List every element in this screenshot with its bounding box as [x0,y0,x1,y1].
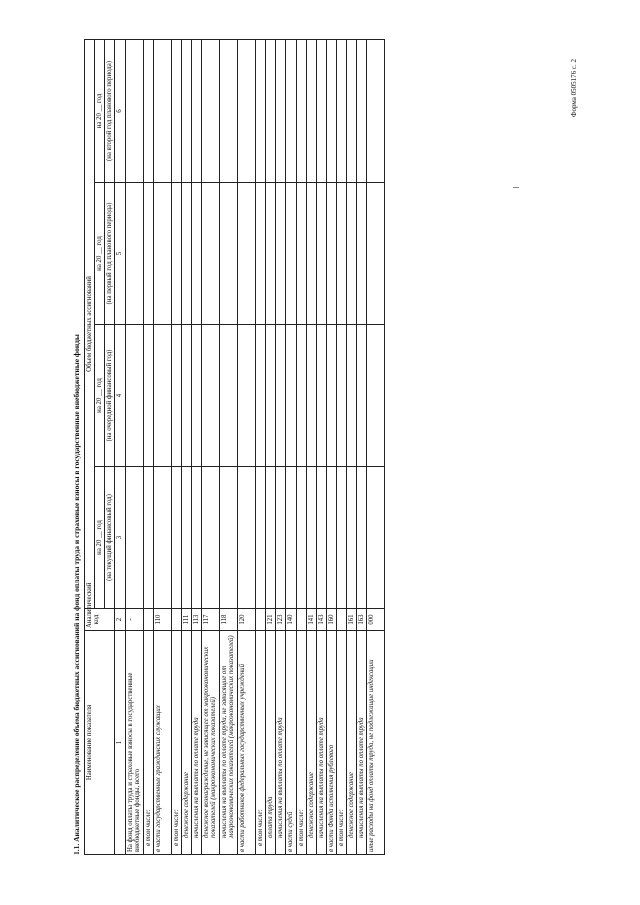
row-code: 117 [202,609,220,631]
header-year-3: на 20 __ год [95,467,105,609]
value-cell [220,183,238,325]
value-cell [306,183,316,325]
value-cell [306,39,316,182]
row-code: 111 [181,609,191,631]
value-cell [266,325,276,467]
header-code: Аналитический код [85,609,115,631]
row-name: в части Фонда исполнения рублевого [326,631,336,855]
value-cell [191,325,201,467]
row-code: 118 [220,609,238,631]
value-cell [266,467,276,609]
row-name: в том числе: [296,631,306,855]
value-cell [357,183,367,325]
table-row [202,39,220,854]
table-row [171,39,181,854]
value-cell [143,467,153,609]
table-row [357,39,367,854]
header-year-5: на 20 __ год [95,183,105,325]
row-name: в том числе: [171,631,181,855]
value-cell [220,325,238,467]
row-code: 113 [191,609,201,631]
value-cell [220,39,238,182]
col-number: 6 [115,39,125,182]
value-cell [191,39,201,182]
row-code [296,609,306,631]
value-cell [238,467,256,609]
table-row [347,39,357,854]
row-name: в том числе: [337,631,347,855]
value-cell [181,39,191,182]
col-number: 3 [115,467,125,609]
value-cell [357,467,367,609]
table-row [337,39,347,854]
row-name: в части работников федеральных государственных учреждений [238,631,256,855]
value-cell [306,467,316,609]
value-cell [276,183,286,325]
value-cell [357,325,367,467]
value-cell [153,183,171,325]
value-cell [143,39,153,182]
row-name: начисления на выплаты по оплате труда [191,631,201,855]
value-cell [337,325,347,467]
row-name: денежное содержание [347,631,357,855]
value-cell [367,467,385,609]
value-cell [337,467,347,609]
row-name: На фонд оплаты труда и страховые взносы в государственные внебюджетные фонды, всего [125,631,143,855]
table-row [238,39,256,854]
value-cell [347,39,357,182]
row-name: начисления на выплаты по оплате труда [276,631,286,855]
value-cell [256,39,266,182]
row-code: 163 [357,609,367,631]
value-cell [347,325,357,467]
col-number: 4 [115,325,125,467]
value-cell [326,467,336,609]
value-cell [202,39,220,182]
table-row [326,39,336,854]
col-number: 5 [115,183,125,325]
header-first-plan-year: (на первый год планового периода) [105,183,115,325]
row-name: в том числе: [143,631,153,855]
row-code: 141 [306,609,316,631]
value-cell [326,39,336,182]
row-code: 110 [153,609,171,631]
row-name: иные расходы на фонд оплаты труда, не подлежащие индексации [367,631,385,855]
value-cell [171,467,181,609]
value-cell [347,183,357,325]
row-code: 121 [266,609,276,631]
value-cell [296,39,306,182]
value-cell [153,467,171,609]
value-cell [286,39,296,182]
value-cell [347,467,357,609]
table-body [125,39,385,854]
value-cell [266,183,276,325]
value-cell [276,325,286,467]
value-cell [256,467,266,609]
header-year-4: на 20 __ год [95,325,105,467]
table-row [286,39,296,854]
value-cell [256,183,266,325]
value-cell [367,183,385,325]
header-volume-group: Объем бюджетных ассигнований [85,39,95,608]
budget-allocation-table [84,39,385,855]
value-cell [316,467,326,609]
form-code: Форма 0505176 с. 2 [570,58,578,118]
value-cell [181,325,191,467]
table-row [306,39,316,854]
row-code: 160 [326,609,336,631]
row-code [143,609,153,631]
value-cell [296,325,306,467]
value-cell [357,39,367,182]
value-cell [306,325,316,467]
value-cell [153,325,171,467]
value-cell [238,183,256,325]
row-name: денежное содержание [306,631,316,855]
value-cell [181,183,191,325]
value-cell [286,325,296,467]
value-cell [171,183,181,325]
value-cell [316,39,326,182]
value-cell [276,39,286,182]
table-row [181,39,191,854]
table-row [125,39,143,854]
table-row [143,39,153,854]
row-name: в части судей [286,631,296,855]
value-cell [367,325,385,467]
table-row [256,39,266,854]
rotated-table-block [72,40,572,855]
row-code [256,609,266,631]
row-name: денежное содержание [181,631,191,855]
table-row [220,39,238,854]
value-cell [202,467,220,609]
row-name: оплата труда [266,631,276,855]
table-row [316,39,326,854]
value-cell [367,39,385,182]
row-code: 123 [276,609,286,631]
value-cell [266,39,276,182]
value-cell [276,467,286,609]
value-cell [125,39,143,182]
row-name: в том числе: [256,631,266,855]
value-cell [125,467,143,609]
row-code: 000 [367,609,385,631]
table-row [276,39,286,854]
value-cell [143,183,153,325]
value-cell [316,183,326,325]
row-code: 140 [286,609,296,631]
value-cell [202,183,220,325]
header-year-6: на 20 __ год [95,39,105,182]
value-cell [296,467,306,609]
col-number: 1 [115,631,125,855]
value-cell [316,325,326,467]
value-cell [171,325,181,467]
row-name: начисления на выплаты по оплате труда [316,631,326,855]
value-cell [326,325,336,467]
value-cell [337,39,347,182]
value-cell [125,325,143,467]
row-name: денежное вознаграждение, не зависящее от макроэкономических показателей (макроэкономических показателей) [202,631,220,855]
row-code [337,609,347,631]
value-cell [238,325,256,467]
section-title: 1.1. Аналитическое распределение объема бюджетных ассигнований на фонд оплаты труда и страховые взносы в государственные внебюджетные фонды [72,334,81,855]
value-cell [191,183,201,325]
header-second-plan-year: (на второй год планового периода) [105,39,115,182]
value-cell [143,325,153,467]
value-cell [238,39,256,182]
header-current-year: (на текущий финансовый год) [105,467,115,609]
value-cell [286,183,296,325]
value-cell [181,467,191,609]
table-row [191,39,201,854]
row-code: 161 [347,609,357,631]
value-cell [256,325,266,467]
value-cell [337,183,347,325]
col-number: 2 [115,609,125,631]
table-row [153,39,171,854]
table-row [367,39,385,854]
value-cell [171,39,181,182]
value-cell [191,467,201,609]
value-cell [220,467,238,609]
value-cell [125,183,143,325]
row-name: в части государственных гражданских служащих [153,631,171,855]
row-code: - [125,609,143,631]
value-cell [286,467,296,609]
header-next-year: (на очередной финансовый год) [105,325,115,467]
row-code: 120 [238,609,256,631]
header-name: Наименование показателя [85,631,115,855]
row-name: начисления на выплаты по оплате труда [357,631,367,855]
value-cell [326,183,336,325]
value-cell [296,183,306,325]
table-row [266,39,276,854]
value-cell [202,325,220,467]
value-cell [153,39,171,182]
row-name: начисления на выплаты по оплате труда, не зависящие от макроэкономических показателей (макроэкономических показателей) [220,631,238,855]
row-code: 143 [316,609,326,631]
table-row [296,39,306,854]
row-code [171,609,181,631]
